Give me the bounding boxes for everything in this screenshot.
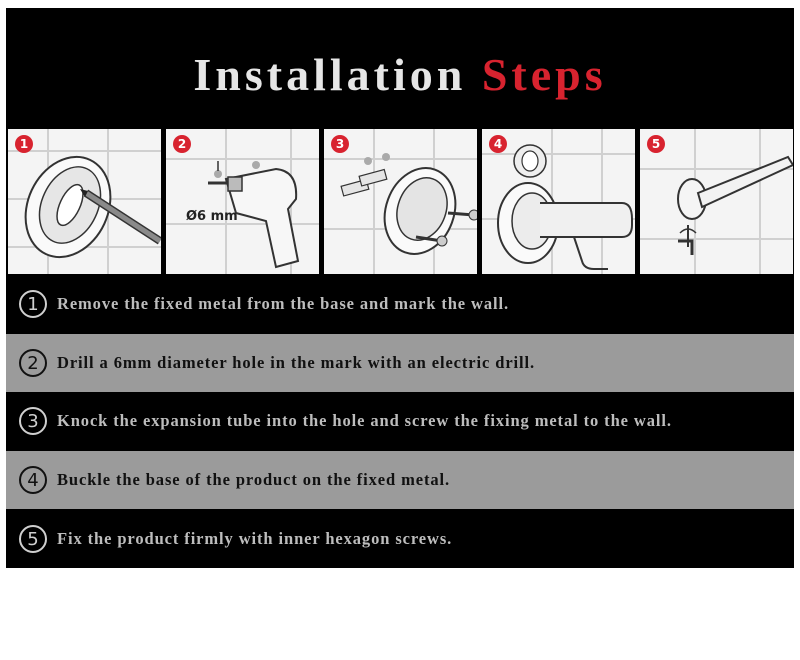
step-5-illustration (640, 129, 793, 274)
step-2-illustration (166, 129, 319, 274)
pencil-marking-wall-icon (8, 129, 161, 274)
title-accent: Steps (481, 49, 607, 100)
illustration-strip (6, 127, 794, 275)
step-text: Buckle the base of the product on the fixed metal. (57, 470, 451, 490)
step-text: Remove the fixed metal from the base and mark the wall. (57, 294, 510, 314)
expansion-tube-screws-icon (324, 129, 477, 274)
step-number-circle: 1 (19, 290, 47, 318)
step-badge: 2 (173, 135, 191, 153)
step-text: Drill a 6mm diameter hole in the mark with an electric drill. (57, 352, 536, 372)
step-badge: 3 (331, 135, 349, 153)
towel-bar-base-icon (482, 129, 635, 274)
step-number-circle: 2 (19, 349, 47, 377)
electric-drill-icon (166, 129, 319, 274)
step-badge: 1 (15, 135, 33, 153)
step-badge: 5 (647, 135, 665, 153)
title-banner (6, 8, 794, 127)
step-text: Fix the product firmly with inner hexagon screws. (57, 528, 453, 548)
step-row-1 (6, 275, 794, 334)
step-3-illustration (324, 129, 477, 274)
step-badge: 4 (489, 135, 507, 153)
step-row-5 (6, 509, 794, 568)
step-4-illustration (482, 129, 635, 274)
step-row-3 (6, 392, 794, 451)
step-1-illustration (8, 129, 161, 274)
step-number-circle: 3 (19, 407, 47, 435)
step-row-4 (6, 451, 794, 510)
step-row-2 (6, 334, 794, 393)
step-number-circle: 5 (19, 525, 47, 553)
steps-list (6, 275, 794, 568)
step-number-circle: 4 (19, 466, 47, 494)
hex-key-screw-icon (640, 129, 793, 274)
page-title (6, 48, 794, 101)
drill-size-label: Ø6 mm (186, 209, 238, 224)
title-main: Installation (193, 49, 467, 100)
step-text: Knock the expansion tube into the hole and screw the fixing metal to the wall. (57, 411, 672, 431)
